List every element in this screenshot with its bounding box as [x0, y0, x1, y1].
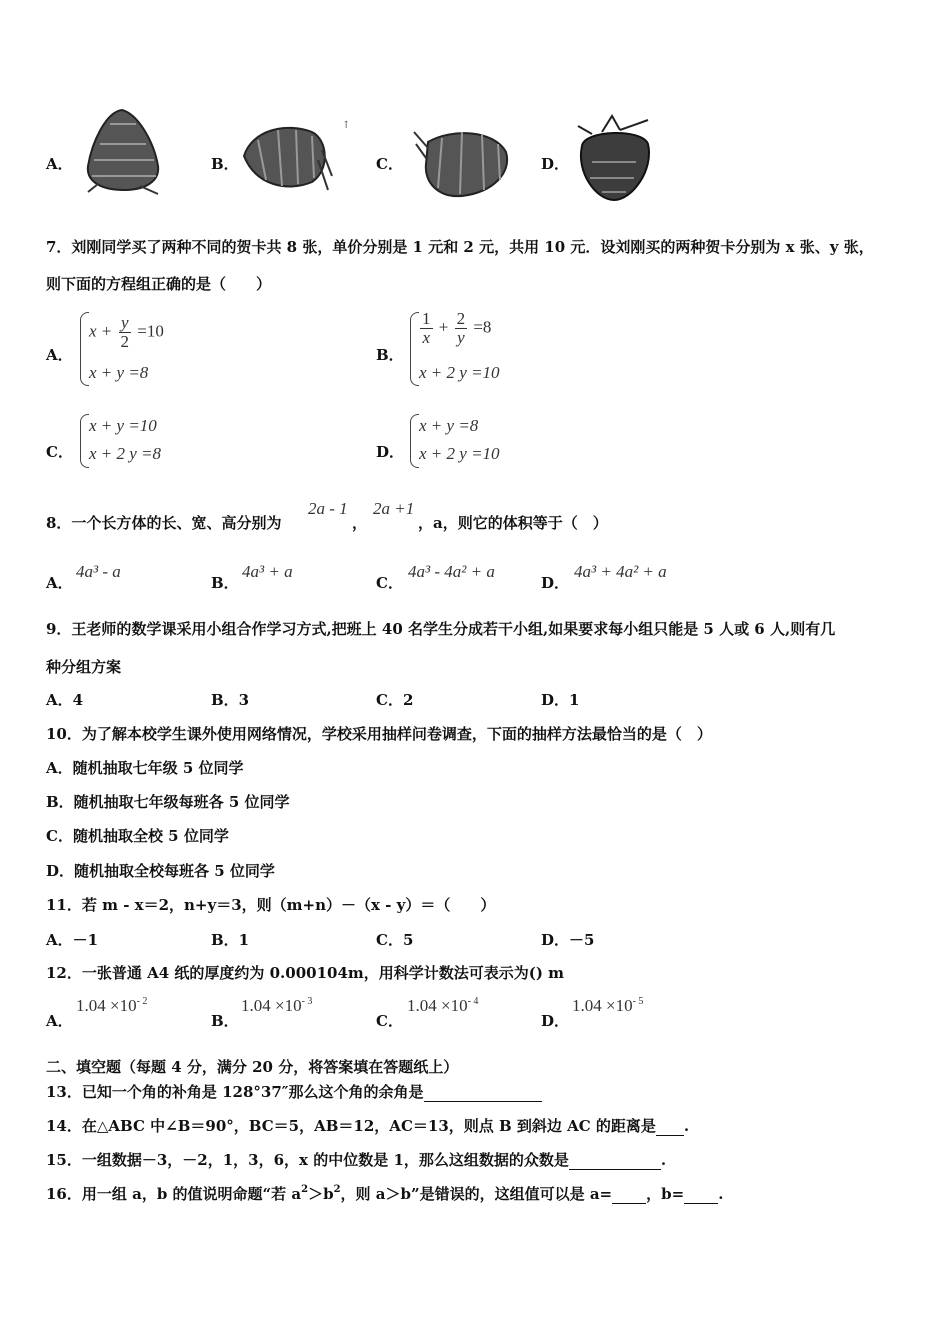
q16-answer-a-blank[interactable]	[612, 1185, 646, 1204]
q8-option-a-expr: 4a³ - a	[76, 562, 121, 581]
strawberry-image-a	[80, 104, 166, 196]
q11-option-c: C．5	[376, 931, 414, 949]
q10-stem: 10．为了解本校学生课外使用网络情况，学校采用抽样问卷调查，下面的抽样方法最恰当的是（ ）	[46, 725, 712, 743]
strawberry-image-b	[238, 120, 334, 192]
q8-stem-b: ，a，则它的体积等于（ ）	[418, 514, 608, 532]
q13-answer-blank[interactable]	[424, 1083, 542, 1102]
q8-option-d-label: D．	[541, 574, 570, 592]
q9-option-d: D．1	[541, 691, 580, 709]
q7-option-d-brace	[410, 414, 419, 468]
q16-answer-b-blank[interactable]	[684, 1185, 718, 1204]
q7-option-a-eq1: x + $\frac{y}{2}$ =10	[89, 313, 164, 351]
q10-option-d: D．随机抽取全校每班各 5 位同学	[46, 862, 275, 880]
q10-option-a: A．随机抽取七年级 5 位同学	[46, 759, 244, 777]
q9-option-b: B．3	[211, 691, 250, 709]
q7-option-a-eq2: x + y =8	[89, 363, 149, 382]
q6-option-d-label: D．	[541, 155, 570, 173]
q7-stem-line1: 7．刘刚同学买了两种不同的贺卡共 8 张，单价分别是 1 元和 2 元，共用 10 元．设刘刚买的两种贺卡分别为 x 张、y 张，	[46, 238, 874, 256]
q8-option-c-label: C．	[376, 574, 403, 592]
q13: 13．已知一个角的补角是 128°37″那么这个角的余角是	[46, 1081, 542, 1102]
q7-option-b-label: B．	[376, 346, 404, 364]
q11-option-d: D．－5	[541, 931, 595, 949]
q9-option-c: C．2	[376, 691, 414, 709]
q7-option-c-eq1: x + y =10	[89, 416, 157, 435]
q7-option-d-eq2: x + 2 y =10	[419, 444, 500, 463]
q15: 15．一组数据－3，－2，1，3，6，x 的中位数是 1，那么这组数据的众数是 .	[46, 1151, 667, 1169]
q8-option-c-expr: 4a³ - 4a² + a	[408, 562, 495, 581]
strawberry-image-c	[412, 124, 512, 200]
q7-option-d-label: D．	[376, 443, 405, 461]
q12-stem: 12．一张普通 A4 纸的厚度约为 0.000104m，用科学计数法可表示为() m	[46, 964, 565, 982]
q8-comma1: ，	[352, 514, 368, 532]
q12-option-b-label: B．	[211, 1012, 239, 1030]
q7-option-a-brace	[80, 312, 89, 386]
q8-stem-a: 8．一个长方体的长、宽、高分别为	[46, 514, 282, 532]
q12-option-c-value: $1.04 \times 10^{- 4}$	[407, 996, 479, 1015]
q12-option-a-label: A．	[46, 1012, 73, 1030]
q12-option-b-value: $1.04 \times 10^{- 3}$	[241, 996, 313, 1015]
q7-option-d-eq1: x + y =8	[419, 416, 479, 435]
q11-stem: 11．若 m - x＝2，n+y＝3，则（m+n）－（x - y）＝（ ）	[46, 896, 496, 914]
q10-option-b: B．随机抽取七年级每班各 5 位同学	[46, 793, 290, 811]
q7-option-c-eq2: x + 2 y =8	[89, 444, 162, 463]
q14: 14．在△ABC 中∠B＝90°，BC＝5，AB＝12，AC＝13，则点 B 到斜边 AC 的距离是 .	[46, 1117, 690, 1135]
q7-option-c-label: C．	[46, 443, 73, 461]
q7-stem-line2: 则下面的方程组正确的是（ ）	[46, 275, 272, 293]
q12-option-a-value: $1.04 \times 10^{- 2}$	[76, 996, 148, 1015]
q9-option-a: A．4	[46, 691, 84, 709]
q8-expr1: 2a - 1	[308, 499, 348, 518]
q9-stem-line2: 种分组方案	[46, 658, 122, 676]
q7-option-a-label: A．	[46, 346, 73, 364]
q11-option-a: A．－1	[46, 931, 99, 949]
q8-option-a-label: A．	[46, 574, 73, 592]
q8-expr2: 2a +1	[373, 499, 415, 518]
q8-option-d-expr: 4a³ + 4a² + a	[574, 562, 667, 581]
q7-option-c-brace	[80, 414, 89, 468]
q8-option-b-expr: 4a³ + a	[242, 562, 293, 581]
q8-option-b-label: B．	[211, 574, 239, 592]
q7-option-b-eq2: x + 2 y =10	[419, 363, 500, 382]
q14-answer-blank[interactable]	[656, 1117, 684, 1136]
q6-option-c-label: C．	[376, 155, 403, 173]
q15-answer-blank[interactable]	[569, 1151, 661, 1170]
q12-option-d-value: $1.04 \times 10^{- 5}$	[572, 996, 644, 1015]
q10-option-c: C．随机抽取全校 5 位同学	[46, 827, 229, 845]
q16: 16．用一组 a，b 的值说明命题“若 $a^2>b^2$，则 a＞b”是错误的，这组值可以是 a= ，b= .	[46, 1184, 724, 1203]
q12-option-d-label: D．	[541, 1012, 570, 1030]
q11-option-b: B．1	[211, 931, 250, 949]
stray-mark: ↑	[342, 120, 351, 131]
q7-option-b-eq1: $\frac{1}{x}$ + $\frac{2}{y}$ =8	[422, 309, 492, 347]
strawberry-image-d	[572, 112, 656, 204]
q6-option-a-label: A．	[46, 155, 73, 173]
section2-heading: 二、填空题（每题 4 分，满分 20 分，将答案填在答题纸上）	[46, 1058, 459, 1076]
q12-option-c-label: C．	[376, 1012, 403, 1030]
q6-option-b-label: B．	[211, 155, 239, 173]
q9-stem-line1: 9．王老师的数学课采用小组合作学习方式,把班上 40 名学生分成若干小组,如果要求每小组只能是 5 人或 6 人,则有几	[46, 620, 836, 638]
